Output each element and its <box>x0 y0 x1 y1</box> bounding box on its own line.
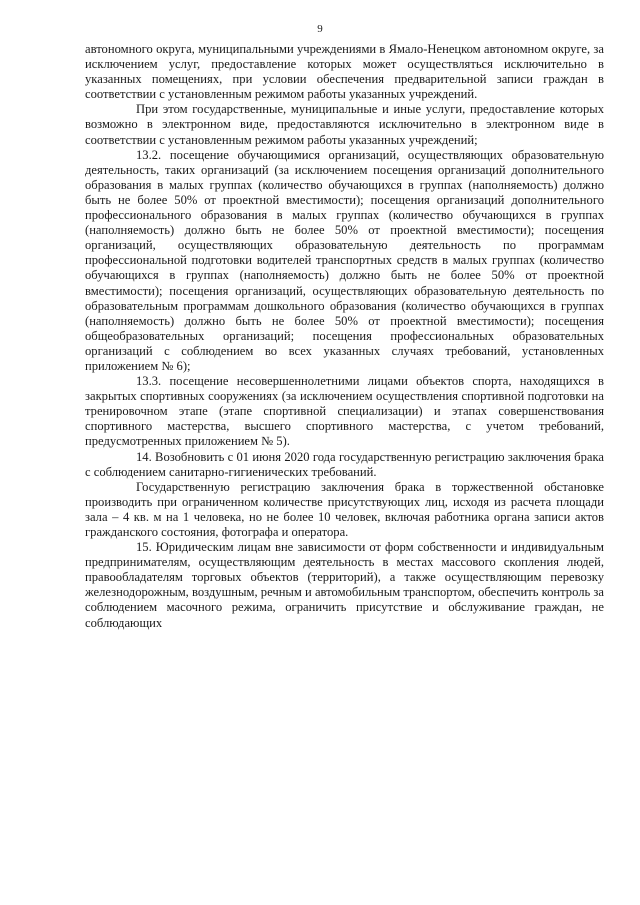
paragraph-13-3: 13.3. посещение несовершеннолетними лицами объектов спорта, находящихся в закрытых спортивных сооружениях (за исключением осуществления спортивной подготовки на тренировочном этапе (этапе спортивной специализации) и этапах совершенствования спортивного мастерства, высшего спортивного мастерства, с учетом требований, предусмотренных приложением № 5). <box>85 374 604 449</box>
paragraph-14: 14. Возобновить с 01 июня 2020 года государственную регистрацию заключения брака с соблюдением санитарно-гигиенических требований. <box>85 449 604 479</box>
paragraph-marriage-registration: Государственную регистрацию заключения брака в торжественной обстановке производить при ограниченном количестве присутствующих лиц, исходя из расчета площади зала – 4 кв. м на 1 человека, но не более 10 человек, включая работника органа записи актов гражданского состояния, фотографа и оператора. <box>85 479 604 539</box>
paragraph-continuation: автономного округа, муниципальными учреждениями в Ямало-Ненецком автономном округе, за исключением услуг, предоставление которых может осуществляться исключительно в указанных помещениях, при условии обеспечения предварительной записи граждан в соответствии с установленным режимом работы указанных учреждений. <box>85 42 604 102</box>
paragraph-services-electronic: При этом государственные, муниципальные и иные услуги, предоставление которых возможно в электронном виде, предоставляются исключительно в электронном виде в соответствии с установленным режимом работы указанных учреждений; <box>85 102 604 147</box>
page-number: 9 <box>317 23 323 35</box>
paragraph-13-2: 13.2. посещение обучающимися организаций, осуществляющих образовательную деятельность, таких организаций (за исключением посещения организаций дополнительного образования в малых группах (количество обучающихся в группах (наполняемость) должно быть не более 50% от проектной вместимости); посещения организаций дополнительного профессионального образования в малых группах (количество обучающихся в группах (наполняемость) должно быть не более 50% от проектной вместимости); посещения организаций, осуществляющих образовательную деятельность по программам профессиональной подготовки водителей транспортных средств в малых группах (количество обучающихся в группах (наполняемость) должно быть не более 50% от проектной вместимости); посещения организаций, осуществляющих образовательную деятельность по образовательным программам дошкольного образования (количество обучающихся в группах (наполняемость) должно быть не более 50% от проектной вместимости); посещения общеобразовательных организаций; посещения профессиональных образовательных организаций с соблюдением во всех указанных случаях требований, установленных приложением № 6); <box>85 147 604 373</box>
paragraph-15: 15. Юридическим лицам вне зависимости от форм собственности и индивидуальным предпринимателям, осуществляющим деятельность в местах массового скопления людей, правообладателям торговых объектов (территорий), а также осуществляющим перевозку железнодорожным, воздушным, речным и автомобильным транспортом, обеспечить контроль за соблюдением масочного режима, ограничить присутствие и обслуживание граждан, не соблюдающих <box>85 540 604 630</box>
document-body <box>85 42 604 631</box>
